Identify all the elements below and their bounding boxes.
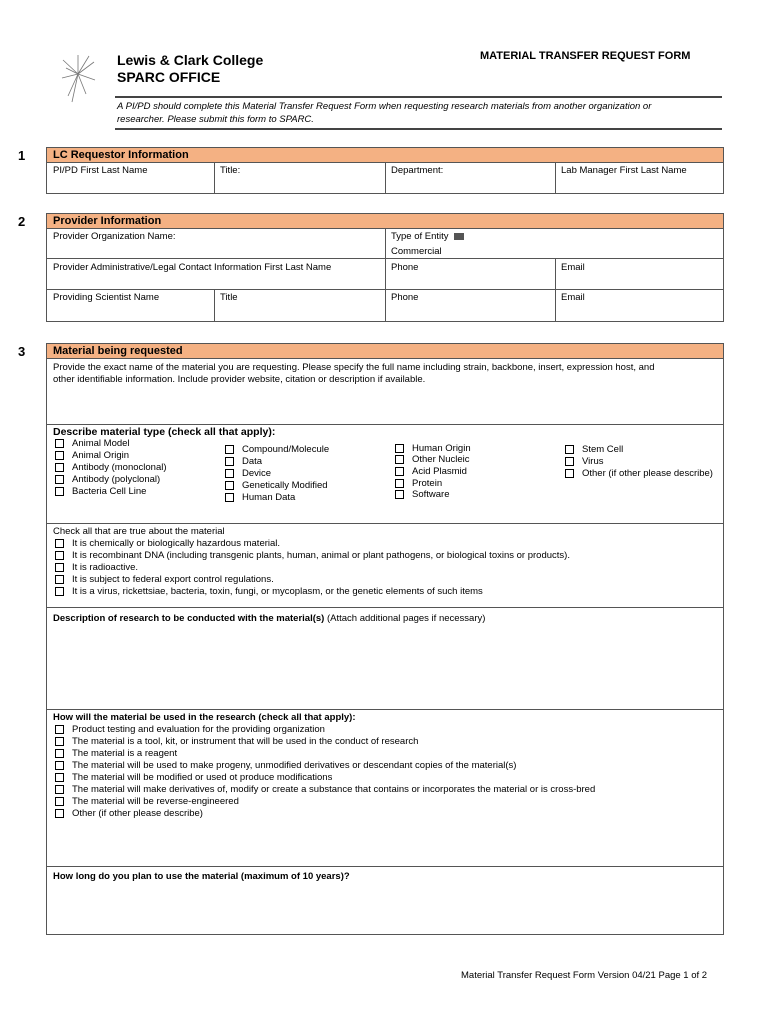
type-option[interactable] [395, 454, 470, 466]
type-option[interactable] [395, 489, 450, 501]
material-check-option[interactable] [55, 538, 280, 550]
type-label: Animal Origin [72, 450, 130, 461]
s1-divider-2 [385, 162, 386, 194]
checkbox[interactable] [55, 487, 64, 496]
checkbox[interactable] [395, 455, 404, 464]
entity-dropdown-icon[interactable] [454, 233, 464, 240]
checkbox[interactable] [55, 451, 64, 460]
type-option[interactable] [55, 462, 167, 474]
s2-divider-c [214, 289, 215, 322]
usage-label: The material is a reagent [72, 748, 178, 759]
scientist-phone-field[interactable]: Phone [391, 292, 419, 303]
s1-divider-1 [214, 162, 215, 194]
checkbox[interactable] [225, 481, 234, 490]
checkbox[interactable] [55, 551, 64, 560]
usage-label: The material will make derivatives of, modify or create a substance that contains or incorporates the material or is cross-bred [72, 784, 596, 795]
usage-option[interactable] [55, 748, 177, 760]
title-field[interactable]: Title: [220, 165, 241, 176]
material-check-option[interactable] [55, 562, 138, 574]
type-label: Genetically Modified [242, 480, 328, 491]
type-option[interactable] [225, 480, 328, 492]
scientist-title-field[interactable]: Title [220, 292, 238, 303]
checkbox[interactable] [55, 737, 64, 746]
checkbox[interactable] [55, 575, 64, 584]
type-option[interactable] [225, 444, 329, 456]
intro-text [117, 100, 651, 126]
research-note: (Attach additional pages if necessary) [326, 613, 486, 624]
header-rule-bottom [115, 128, 722, 130]
checkbox[interactable] [55, 809, 64, 818]
checkbox[interactable] [55, 761, 64, 770]
type-label: Animal Model [72, 438, 130, 449]
material-check-option[interactable] [55, 586, 483, 598]
research-heading: Description of research to be conducted with the material(s) [53, 613, 325, 624]
provider-contact-field[interactable]: Provider Administrative/Legal Contact Information First Last Name [53, 262, 332, 273]
footer-version: Material Transfer Request Form Version 04/21 Page 1 of 2 [461, 970, 708, 981]
usage-option[interactable] [55, 760, 516, 772]
instructions-line-1: Provide the exact name of the material you are requesting. Please specify the full name including strain, backbone, insert, expression host, and [53, 362, 655, 373]
checkbox[interactable] [55, 785, 64, 794]
type-option[interactable] [55, 450, 129, 462]
type-option[interactable] [395, 466, 467, 478]
s3-rule-5 [46, 866, 724, 867]
entity-type-value[interactable]: Commercial [391, 246, 442, 257]
checkbox[interactable] [565, 469, 574, 478]
s1-divider-3 [555, 162, 556, 194]
s2-divider-b [555, 258, 556, 322]
contact-phone-field[interactable]: Phone [391, 262, 419, 273]
type-option[interactable] [565, 456, 603, 468]
material-type-heading: Describe material type (check all that apply): [53, 426, 276, 438]
s3-rule-4 [46, 709, 724, 710]
s3-rule-2 [46, 523, 724, 524]
check-label: It is chemically or biologically hazardous material. [72, 538, 281, 549]
checkbox[interactable] [55, 539, 64, 548]
material-instructions[interactable] [53, 362, 654, 386]
check-label: It is a virus, rickettsiae, bacteria, toxin, fungi, or mycoplasm, or the genetic elements of such items [72, 586, 483, 597]
type-option[interactable] [55, 438, 130, 450]
provider-org-field[interactable]: Provider Organization Name: [53, 231, 176, 242]
section-1-number: 1 [18, 148, 26, 163]
section-2-heading: Provider Information [46, 213, 724, 229]
header-rule-top [115, 96, 722, 98]
scientist-name-field[interactable]: Providing Scientist Name [53, 292, 160, 303]
type-label: Antibody (monoclonal) [72, 462, 167, 473]
usage-option[interactable] [55, 772, 332, 784]
s3-rule-1 [46, 424, 724, 425]
checkbox[interactable] [55, 725, 64, 734]
checkbox[interactable] [395, 444, 404, 453]
type-option[interactable] [55, 486, 146, 498]
checkbox[interactable] [225, 457, 234, 466]
duration-field[interactable]: How long do you plan to use the material (maximum of 10 years)? [53, 871, 350, 882]
checkbox[interactable] [55, 439, 64, 448]
checkbox[interactable] [55, 587, 64, 596]
type-label: Human Origin [412, 443, 471, 454]
checkbox[interactable] [565, 457, 574, 466]
type-label: Stem Cell [582, 444, 624, 455]
entity-type-label [391, 231, 464, 242]
checkbox[interactable] [55, 463, 64, 472]
checkbox[interactable] [395, 479, 404, 488]
checkbox[interactable] [225, 493, 234, 502]
type-label: Compound/Molecule [242, 444, 330, 455]
type-label: Software [412, 489, 450, 500]
office-name: SPARC OFFICE [117, 69, 221, 85]
checkbox[interactable] [225, 469, 234, 478]
checkbox[interactable] [55, 797, 64, 806]
material-check-heading: Check all that are true about the material [53, 526, 225, 537]
instructions-line-2: other identifiable information. Include provider website, citation or description if available. [53, 374, 426, 385]
usage-option[interactable] [55, 724, 325, 736]
material-check-option[interactable] [55, 574, 274, 586]
section-1-heading: LC Requestor Information [46, 147, 724, 163]
type-option[interactable] [225, 468, 271, 480]
lab-manager-field[interactable]: Lab Manager First Last Name [561, 165, 687, 176]
type-label: Other Nucleic [412, 454, 470, 465]
checkbox[interactable] [55, 563, 64, 572]
checkbox[interactable] [395, 490, 404, 499]
type-option[interactable] [225, 492, 295, 504]
usage-option[interactable] [55, 796, 239, 808]
type-label: Antibody (polyclonal) [72, 474, 161, 485]
pi-name-field[interactable]: PI/PD First Last Name [53, 165, 148, 176]
checkbox[interactable] [225, 445, 234, 454]
type-label: Other (if other please describe) [582, 468, 713, 479]
section-2-number: 2 [18, 214, 26, 229]
usage-heading: How will the material be used in the research (check all that apply): [53, 712, 356, 723]
check-label: It is recombinant DNA (including transgenic plants, human, animal or plant pathogens, or biological toxins or products). [72, 550, 570, 561]
usage-option[interactable] [55, 736, 418, 748]
type-option[interactable] [225, 456, 262, 468]
checkbox[interactable] [55, 773, 64, 782]
form-title: MATERIAL TRANSFER REQUEST FORM [480, 50, 691, 62]
usage-label: The material will be reverse-engineered [72, 796, 239, 807]
type-option[interactable] [55, 474, 160, 486]
intro-line-1: A PI/PD should complete this Material Transfer Request Form when requesting research materials from another organization or [117, 101, 652, 112]
usage-label: The material will be modified or used ot produce modifications [72, 772, 333, 783]
checkbox[interactable] [55, 749, 64, 758]
usage-label: Other (if other please describe) [72, 808, 203, 819]
department-field[interactable]: Department: [391, 165, 444, 176]
check-label: It is radioactive. [72, 562, 138, 573]
check-label: It is subject to federal export control regulations. [72, 574, 274, 585]
checkbox[interactable] [395, 467, 404, 476]
usage-label: The material is a tool, kit, or instrument that will be used in the conduct of research [72, 736, 419, 747]
entity-type-text: Type of Entity [391, 231, 449, 242]
checkbox[interactable] [55, 475, 64, 484]
usage-option[interactable] [55, 784, 595, 796]
type-option[interactable] [565, 444, 623, 456]
type-label: Virus [582, 456, 604, 467]
type-label: Human Data [242, 492, 296, 503]
type-label: Data [242, 456, 263, 467]
research-description-field[interactable] [53, 613, 485, 624]
college-name: Lewis & Clark College [117, 52, 264, 68]
contact-email-field[interactable]: Email [561, 262, 585, 273]
type-label: Protein [412, 478, 443, 489]
type-label: Bacteria Cell Line [72, 486, 147, 497]
scientist-email-field[interactable]: Email [561, 292, 585, 303]
section-3-number: 3 [18, 344, 26, 359]
intro-line-2: researcher. Please submit this form to SPARC. [117, 114, 314, 125]
college-logo [58, 52, 98, 104]
usage-label: The material will be used to make progeny, unmodified derivatives or descendant copies of the material(s) [72, 760, 517, 771]
type-label: Device [242, 468, 272, 479]
s3-rule-3 [46, 607, 724, 608]
usage-label: Product testing and evaluation for the providing organization [72, 724, 325, 735]
type-option[interactable] [565, 468, 713, 480]
material-check-option[interactable] [55, 550, 570, 562]
s2-divider-a [385, 228, 386, 322]
checkbox[interactable] [565, 445, 574, 454]
type-label: Acid Plasmid [412, 466, 467, 477]
usage-option[interactable] [55, 808, 203, 820]
section-3-heading: Material being requested [46, 343, 724, 359]
